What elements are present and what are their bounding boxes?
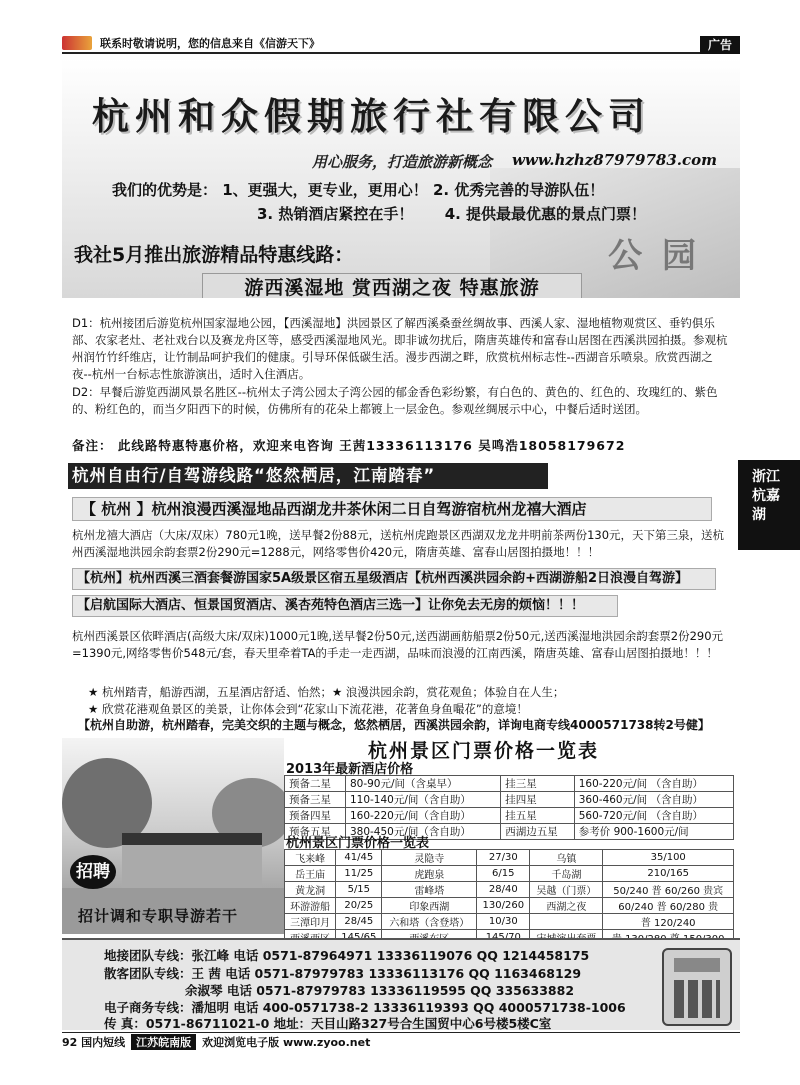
table-cell: 西湖之夜 xyxy=(530,898,603,914)
hero-banner xyxy=(62,58,740,298)
spot-price-title: 杭州景区门票价格一览表 xyxy=(286,836,430,851)
package-1-description: 杭州龙禧大酒店（大床/双床）780元1晚，送早餐2份88元，送杭州虎跑景区西湖双龙龙井明前茶两份130元，天下第三泉，送杭州西溪湿地洪园余韵套票2份290元=1288元，网络零售价420元，隋唐英雄、富春山居图拍摄地！！！ xyxy=(72,528,725,559)
ad-label: 广告 xyxy=(700,36,740,54)
park-sign: 公 园 xyxy=(608,236,700,276)
hotel-price-title: 2013年最新酒店价格 xyxy=(286,762,414,777)
table-cell: 41/45 xyxy=(336,850,382,866)
advantage-3: 3. 热销酒店紧控在手！ xyxy=(257,205,414,223)
table-cell: 160-220元/间（含自助） xyxy=(345,808,500,824)
table-cell: 三潭印月 xyxy=(285,914,336,930)
table-cell: 乌镇 xyxy=(530,850,603,866)
selfdrive-title: 杭州自由行/自驾游线路“悠然栖居，江南踏春” xyxy=(68,463,548,489)
table-row xyxy=(285,776,734,792)
table-cell: 灵隐寺 xyxy=(382,850,477,866)
table-row xyxy=(285,898,734,914)
table-cell: 岳王庙 xyxy=(285,866,336,882)
table-row xyxy=(285,792,734,808)
table-cell: 27/30 xyxy=(477,850,530,866)
publication-logo xyxy=(62,36,92,50)
table-cell: 千岛湖 xyxy=(530,866,603,882)
table-cell: 挂三星 xyxy=(501,776,575,792)
recruit-text: 招计调和专职导游若干 xyxy=(78,907,239,925)
advantage-4: 4. 提供最最优惠的景点门票！ xyxy=(444,205,647,223)
table-cell: 210/165 xyxy=(603,866,734,882)
highlight-1: ★ 杭州踏青，船游西湖，五星酒店舒适、怡然；★ 浪漫洪园余韵，赏花观鱼；体验自在人生； xyxy=(88,685,565,699)
table-row xyxy=(285,914,734,930)
source-note: 联系时敬请说明，您的信息来自《信游天下》 xyxy=(100,37,320,50)
table-cell: 印象西湖 xyxy=(382,898,477,914)
table-cell: 5/15 xyxy=(336,882,382,898)
table-row xyxy=(285,866,734,882)
footer-link[interactable]: 欢迎浏览电子版 www.zyoo.net xyxy=(202,1035,371,1049)
contact-line: 电子商务专线：潘旭明 电话 400-0571738-2 13336119393 QQ 4000571738-1006 xyxy=(104,1000,626,1015)
page-footer xyxy=(62,1032,740,1050)
table-cell: 50/240 普 60/260 贵宾 xyxy=(603,882,734,898)
route-remark: 备注： 此线路特惠特惠价格，欢迎来电咨询 王茜13336113176 吴鸣浩18058179672 xyxy=(72,438,626,453)
table-cell: 环游游船 xyxy=(285,898,336,914)
top-bar xyxy=(62,34,740,54)
route-banner: 游西溪湿地 赏西湖之夜 特惠旅游 xyxy=(202,273,582,298)
table-cell: 6/15 xyxy=(477,866,530,882)
table-cell: 11/25 xyxy=(336,866,382,882)
promo-title: 我社5月推出旅游精品特惠线路： xyxy=(74,244,354,266)
table-cell: 挂四星 xyxy=(501,792,575,808)
advantages-lead: 我们的优势是： xyxy=(112,181,218,199)
company-name: 杭州和众假期旅行社有限公司 xyxy=(92,94,651,138)
recruit-badge: 招聘 xyxy=(70,855,116,889)
package-1-title: 【 杭州 】杭州浪漫西溪湿地品西湖龙井茶休闲二日自驾游宿杭州龙禧大酒店 xyxy=(72,497,712,521)
table-cell: 110-140元/间（含自助） xyxy=(345,792,500,808)
table-cell: 虎跑泉 xyxy=(382,866,477,882)
table-cell: 60/240 普 60/280 贵 xyxy=(603,898,734,914)
table-cell: 预备三星 xyxy=(285,792,346,808)
highlights xyxy=(88,684,564,718)
telephone-keys xyxy=(674,980,720,1018)
table-cell: 360-460元/间 （含自助） xyxy=(574,792,733,808)
table-cell: 黄龙洞 xyxy=(285,882,336,898)
table-cell: 20/25 xyxy=(336,898,382,914)
contact-line: 传 真：0571-86711021-0 地址：天目山路327号合生国贸中心6号楼5楼C室 xyxy=(104,1016,552,1031)
highlight-2: ★ 欣赏花港观鱼景区的美景，让你体会到“花家山下流花港，花著鱼身鱼嘬花”的意境！ xyxy=(88,702,528,716)
table-cell: 80-90元/间（含桌早） xyxy=(345,776,500,792)
table-cell: 预备四星 xyxy=(285,808,346,824)
table-row xyxy=(285,808,734,824)
table-cell: 28/45 xyxy=(336,914,382,930)
table-cell: 飞来峰 xyxy=(285,850,336,866)
day-1-itinerary: D1：杭州接团后游览杭州国家湿地公园，【西溪湿地】洪园景区了解西溪桑蚕丝绸故事、西溪人家、湿地植物观赏区、垂钓俱乐部、农家老灶、老社戏台以及赛龙舟区等，感受西溪湿地风光。即非诚勿扰后，隋唐英雄传和富春山居图在西溪洪园拍摄。参观杭州润竹竹纤维店，让竹制品呵护我们的健康。引导环保低碳生活。漫步西湖之畔，欣赏杭州标志性--西湖音乐喷泉。欣赏西湖之夜--杭州一台标志性旅游演出，适时入住酒店。 xyxy=(72,316,728,381)
slogan: 用心服务，打造旅游新概念 xyxy=(312,153,493,171)
contact-line: 散客团队专线：王 茜 电话 0571-87979783 13336113176 QQ 1163468129 xyxy=(104,966,582,981)
website-link[interactable]: www.hzhz87979783.com xyxy=(512,151,718,169)
table-cell: 预备二星 xyxy=(285,776,346,792)
table-cell: 参考价 900-1600元/间 xyxy=(574,824,733,840)
selfdrive-contact: 【杭州自助游，杭州踏春，完美交织的主题与概念，悠然栖居，西溪洪园余韵，详询电商专线4000571738转2号健】 xyxy=(78,718,710,732)
pavilion-shape xyxy=(122,833,262,893)
contact-panel xyxy=(62,938,740,1030)
advantage-2: 2. 优秀完善的导游队伍！ xyxy=(432,181,605,199)
contact-line: 地接团队专线：张江峰 电话 0571-87964971 13336119076 QQ 1214458175 xyxy=(104,948,590,963)
contact-line: 余淑琴 电话 0571-87979783 13336119595 QQ 335633882 xyxy=(185,983,575,998)
table-cell: 380-450元/间（含自助） xyxy=(345,824,500,840)
package-2-description: 杭州西溪景区依畔酒店(高级大床/双床)1000元1晚,送早餐2份50元,送西湖画舫船票2份50元,送西溪湿地洪园余韵套票2份290元=1390元,网络零售价548元/套，春天里牵着TA的手走一走西湖，品味而浪漫的江南西溪，隋唐英雄、富春山居图拍摄地！！！ xyxy=(72,629,724,660)
table-cell: 吴越（门票） xyxy=(530,882,603,898)
package-2-title: 【杭州】杭州西溪三酒套餐游国家5A级景区宿五星级酒店【杭州西溪洪园余韵+西湖游船2日浪漫自驾游】 xyxy=(72,568,716,590)
table-cell: 10/30 xyxy=(477,914,530,930)
table-cell: 普 120/240 xyxy=(603,914,734,930)
table-cell: 560-720元/间 （含自助） xyxy=(574,808,733,824)
hotel-price-table xyxy=(284,775,734,840)
table-row xyxy=(285,850,734,866)
table-cell: 雷峰塔 xyxy=(382,882,477,898)
table-row xyxy=(285,882,734,898)
table-cell: 六和塔（含登塔） xyxy=(382,914,477,930)
table-cell: 35/100 xyxy=(603,850,734,866)
table-cell: 挂五星 xyxy=(501,808,575,824)
table-cell: 28/40 xyxy=(477,882,530,898)
advantages xyxy=(112,178,646,226)
table-cell xyxy=(530,914,603,930)
advantage-1: 1、更强大，更专业，更用心！ xyxy=(222,181,428,199)
day-2-itinerary: D2：早餐后游览西湖风景名胜区--杭州太子湾公园太子湾公园的郁金香色彩纷繁，有白色的、黄色的、红色的、玫瑰红的、紫色的、粉红色的，而当夕阳西下的时候，仿佛所有的花朵上都镀上一层金色。参观丝绸展示中心，中餐后适时送团。 xyxy=(72,385,718,416)
telephone-icon xyxy=(662,948,732,1026)
telephone-screen xyxy=(674,958,720,972)
region-side-tab: 浙江杭嘉湖 xyxy=(738,460,800,550)
tickets-title: 杭州景区门票价格一览表 xyxy=(368,740,600,762)
table-cell: 160-220元/间 （含自助） xyxy=(574,776,733,792)
edition-badge: 江苏皖南版 xyxy=(131,1034,196,1050)
package-3-title: 【启航国际大酒店、恒景国贸酒店、溪杏苑特色酒店三选一】让你免去无房的烦恼！！！ xyxy=(72,595,618,617)
table-cell: 预备五星 xyxy=(285,824,346,840)
page-number: 92 国内短线 xyxy=(62,1035,126,1049)
table-cell: 130/260 xyxy=(477,898,530,914)
spot-price-table xyxy=(284,849,734,946)
table-cell: 西湖边五星 xyxy=(501,824,575,840)
